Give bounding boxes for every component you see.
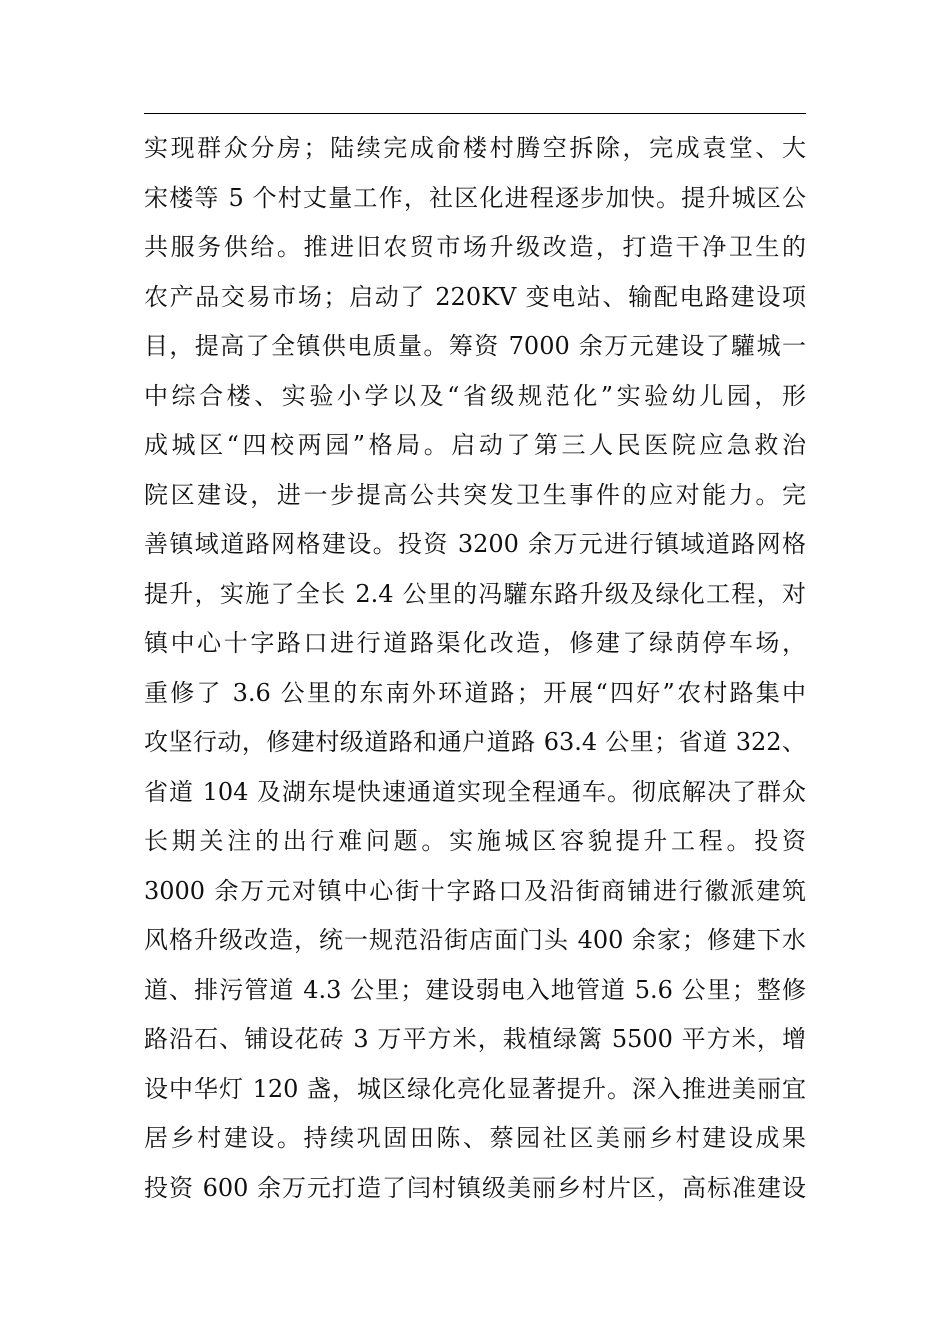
text-line: 投资 600 余万元打造了闫村镇级美丽乡村片区，高标准建设 bbox=[144, 1173, 806, 1202]
text-line: 成城区“四校两园”格局。启动了第三人民医院应急救治 bbox=[144, 431, 806, 459]
text-line: 提升，实施了全长 2.4 公里的冯驩东路升级及绿化工程，对 bbox=[144, 579, 806, 608]
text-line: 攻坚行动，修建村级道路和通户道路 63.4 公里；省道 322、 bbox=[144, 728, 806, 756]
text-line: 重修了 3.6 公里的东南外环道路；开展“四好”农村路集中 bbox=[144, 678, 806, 707]
text-line: 目，提高了全镇供电质量。筹资 7000 余万元建设了驩城一 bbox=[144, 332, 806, 360]
header-rule bbox=[144, 113, 806, 114]
text-line: 风格升级改造，统一规范沿街店面门头 400 余家；修建下水 bbox=[144, 926, 806, 954]
text-line: 镇中心十字路口进行道路渠化改造，修建了绿荫停车场， bbox=[144, 629, 806, 657]
text-line: 路沿石、铺设花砖 3 万平方米，栽植绿篱 5500 平方米，增 bbox=[144, 1025, 806, 1053]
text-line: 长期关注的出行难问题。实施城区容貌提升工程。投资 bbox=[144, 827, 806, 855]
text-line: 设中华灯 120 盏，城区绿化亮化显著提升。深入推进美丽宜 bbox=[144, 1074, 806, 1103]
text-line: 宋楼等 5 个村丈量工作，社区化进程逐步加快。提升城区公 bbox=[144, 183, 806, 212]
text-line: 中综合楼、实验小学以及“省级规范化”实验幼儿园，形 bbox=[144, 381, 806, 410]
text-line: 居乡村建设。持续巩固田陈、蔡园社区美丽乡村建设成果 bbox=[144, 1124, 806, 1152]
text-line: 共服务供给。推进旧农贸市场升级改造，打造干净卫生的 bbox=[144, 233, 806, 261]
text-line: 院区建设，进一步提高公共突发卫生事件的应对能力。完 bbox=[144, 480, 806, 509]
text-line: 道、排污管道 4.3 公里；建设弱电入地管道 5.6 公里；整修 bbox=[144, 975, 806, 1004]
text-line: 实现群众分房；陆续完成俞楼村腾空拆除，完成袁堂、大 bbox=[144, 134, 806, 162]
body-paragraph bbox=[144, 124, 806, 1213]
text-line: 3000 余万元对镇中心街十字路口及沿街商铺进行徽派建筑 bbox=[144, 876, 806, 905]
text-line: 善镇域道路网格建设。投资 3200 余万元进行镇域道路网格 bbox=[144, 530, 806, 558]
text-line: 农产品交易市场；启动了 220KV 变电站、输配电路建设项 bbox=[144, 282, 806, 311]
text-line: 省道 104 及湖东堤快速通道实现全程通车。彻底解决了群众 bbox=[144, 777, 806, 806]
